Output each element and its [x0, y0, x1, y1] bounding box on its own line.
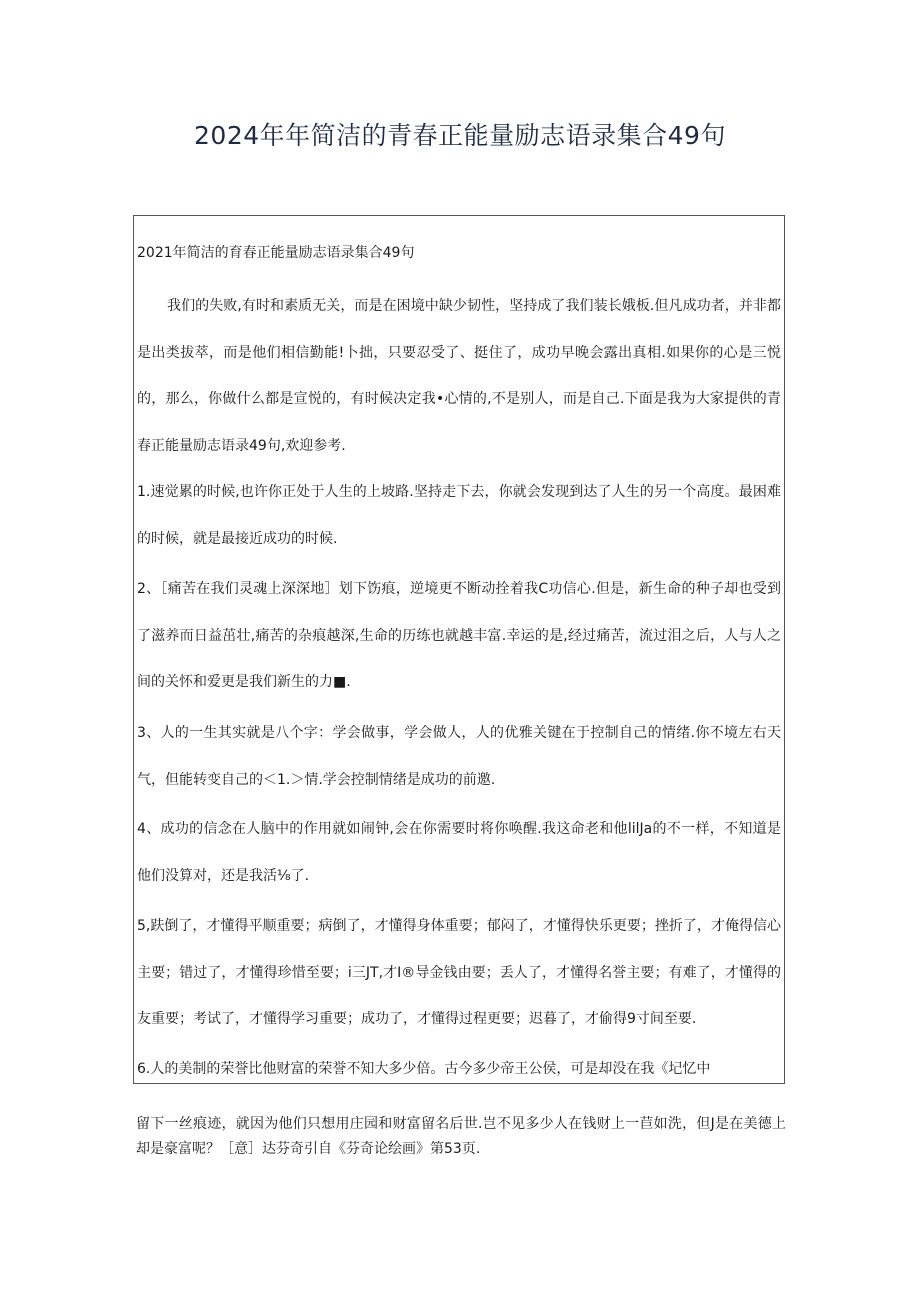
quote-3: 3、人的一生其实就是八个字：学会做事，学会做人，人的优雅关键在于控制自己的情绪.你不境左右天气，但能转变自己的＜1.＞情.学会控制情绪是成功的前邀. — [137, 725, 781, 788]
continuation-paragraph: 留下一丝痕迹，就因为他们只想用庄园和财富留名后世.岂不见多少人在钱财上一苣如洗，但J是在美德上却是豪富呢？［意］达芬奇引自《芬奇论绘画》第53页. — [136, 1116, 786, 1157]
intro-paragraph: 我们的失败,有时和素质无关，而是在困境中缺少韧性，坚持成了我们装长娥板.但凡成功者，并非都是出类拔萃，而是他们相信勤能!卜拙，只要忍受了、挺住了，成功早晚会露出真相.如果你的心是三悦的，那么，你做什么都是宣悦的，有时候决定我•心情的,不是别人，而是自己.下面是我为大家提供的青春正能量励志语录49句,欢迎参考. — [137, 298, 781, 454]
quote-2: 2、［痛苦在我们灵魂上深深地］划下饬痕，逆境更不断动拴着我C功信心.但是，新生命的种子却也受到了滋养而日益茁壮,痛苦的杂痕越深,生命的历练也就越丰富.幸运的是,经过痛苦，流过泪之后，人与人之间的关怀和爱更是我们新生的力■. — [137, 581, 781, 690]
box-heading: 2021年简洁的育春正能量励志语录集合49句 — [137, 245, 415, 261]
quote-5: 5,趺倒了，才懂得平顺重要；病倒了，才懂得身体重要；郁闷了，才懂得快乐更要；挫折了，才俺得信心主要；错过了，才懂得珍惜至要；i三JT,才I®导金钱由要；丢人了，才懂得名誉主要；有难了，才懂得的友重要；考试了，才懂得学习重要；成功了，才懂得过程更要；迟暮了，才偷得9寸间至要. — [137, 918, 781, 1027]
quote-1: 1.速觉累的时候,也许你正处于人生的上坡路.坚持走下去，你就会发现到达了人生的另一个高度。最困难的时候，就是最接近成功的时候. — [137, 484, 781, 547]
quote-4: 4、成功的信念在人脑中的作用就如闹钟,会在你需要时将你唤醒.我这命老和他lilJa的不一样，不知道是他们没算对，还是我活⅛了. — [137, 821, 781, 884]
boxed-content — [133, 215, 785, 1084]
page-title: 2024年年简洁的青春正能量励志语录集合49句 — [194, 121, 726, 150]
quote-6: 6.人的美制的荣誉比他财富的荣誉不知大多少倍。古今多少帝王公侯，可是却没在我《圮忆中 — [137, 1061, 711, 1077]
